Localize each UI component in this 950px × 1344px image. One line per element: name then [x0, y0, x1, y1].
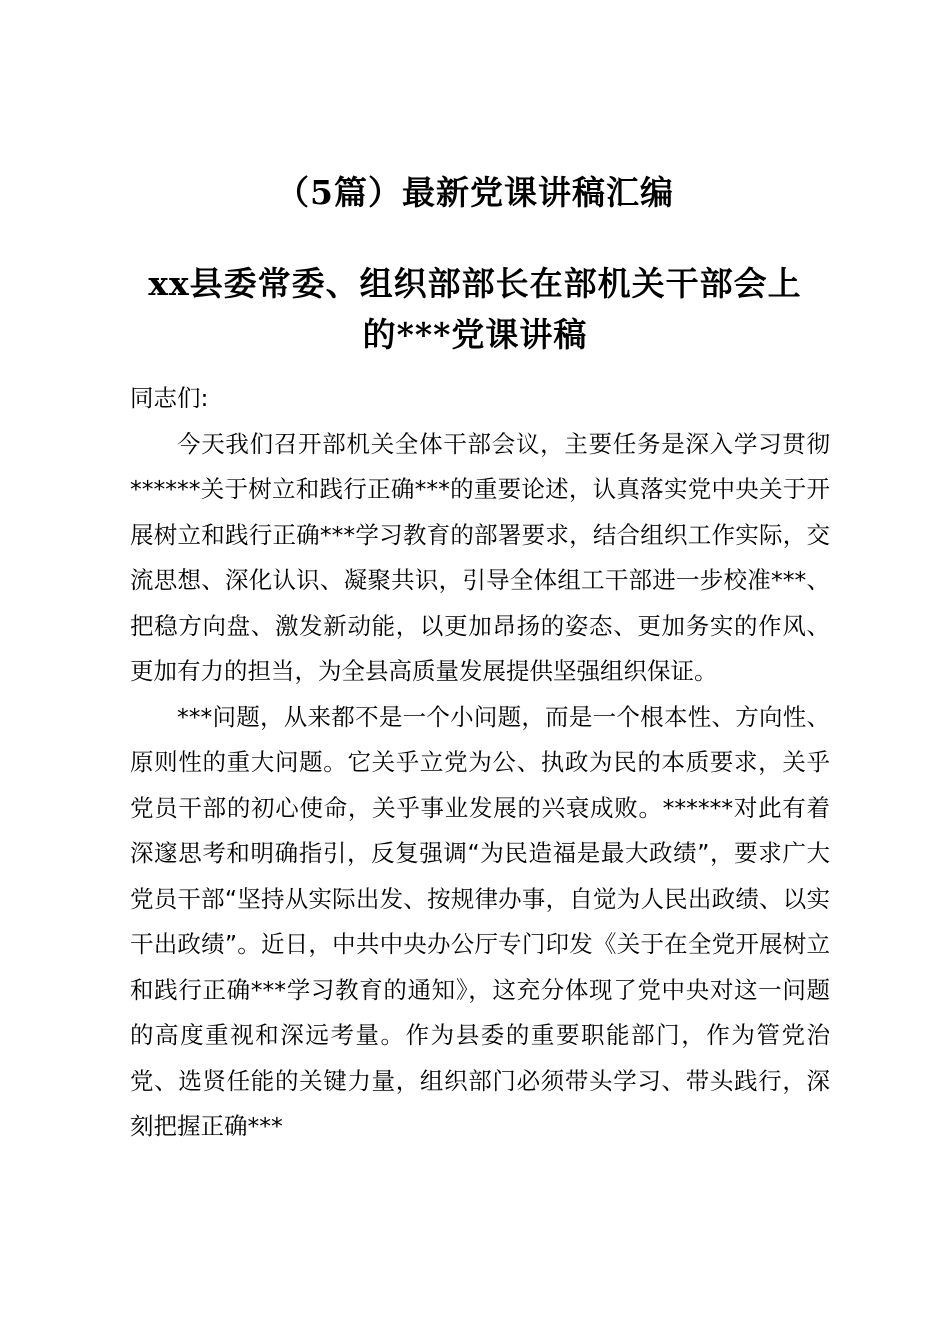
paragraph-2: ***问题，从来都不是一个小问题，而是一个根本性、方向性、原则性的重大问题。它关乎立党为公、执政为民的本质要求，关乎党员干部的初心使命，关乎事业发展的兴衰成败。******对此有着深邃思考和明确指引，反复强调“为民造福是最大政绩”，要求广大党员干部“坚持从实际出发、按规律办事，自觉为人民出政绩、以实干出政绩”。近日，中共中央办公厅专门印发《关于在全党开展树立和践行正确***学习教育的通知》，这充分体现了党中央对这一问题的高度重视和深远考量。作为县委的重要职能部门，作为管党治党、选贤任能的关键力量，组织部门必须带头学习、带头践行，深刻把握正确*** — [130, 702, 830, 1140]
document-body — [130, 376, 830, 1150]
salutation: 同志们: — [130, 384, 209, 412]
document-title: （5篇）最新党课讲稿汇编 — [276, 173, 674, 212]
paragraph-1: 今天我们召开部机关全体干部会议，主要任务是深入学习贯彻******关于树立和践行正确***的重要论述，认真落实党中央关于开展树立和践行正确***学习教育的部署要求，结合组织工作实际，交流思想、深化认识、凝聚共识，引导全体组工干部进一步校准***、把稳方向盘、激发新动能，以更加昂扬的姿态、更加务实的作风、更加有力的担当，为全县高质量发展提供坚强组织保证。 — [130, 429, 830, 685]
subtitle-line-2: 的***党课讲稿 — [362, 315, 588, 354]
document-subtitle — [120, 258, 830, 360]
subtitle-line-1: xx县委常委、组织部部长在部机关干部会上 — [148, 264, 802, 303]
